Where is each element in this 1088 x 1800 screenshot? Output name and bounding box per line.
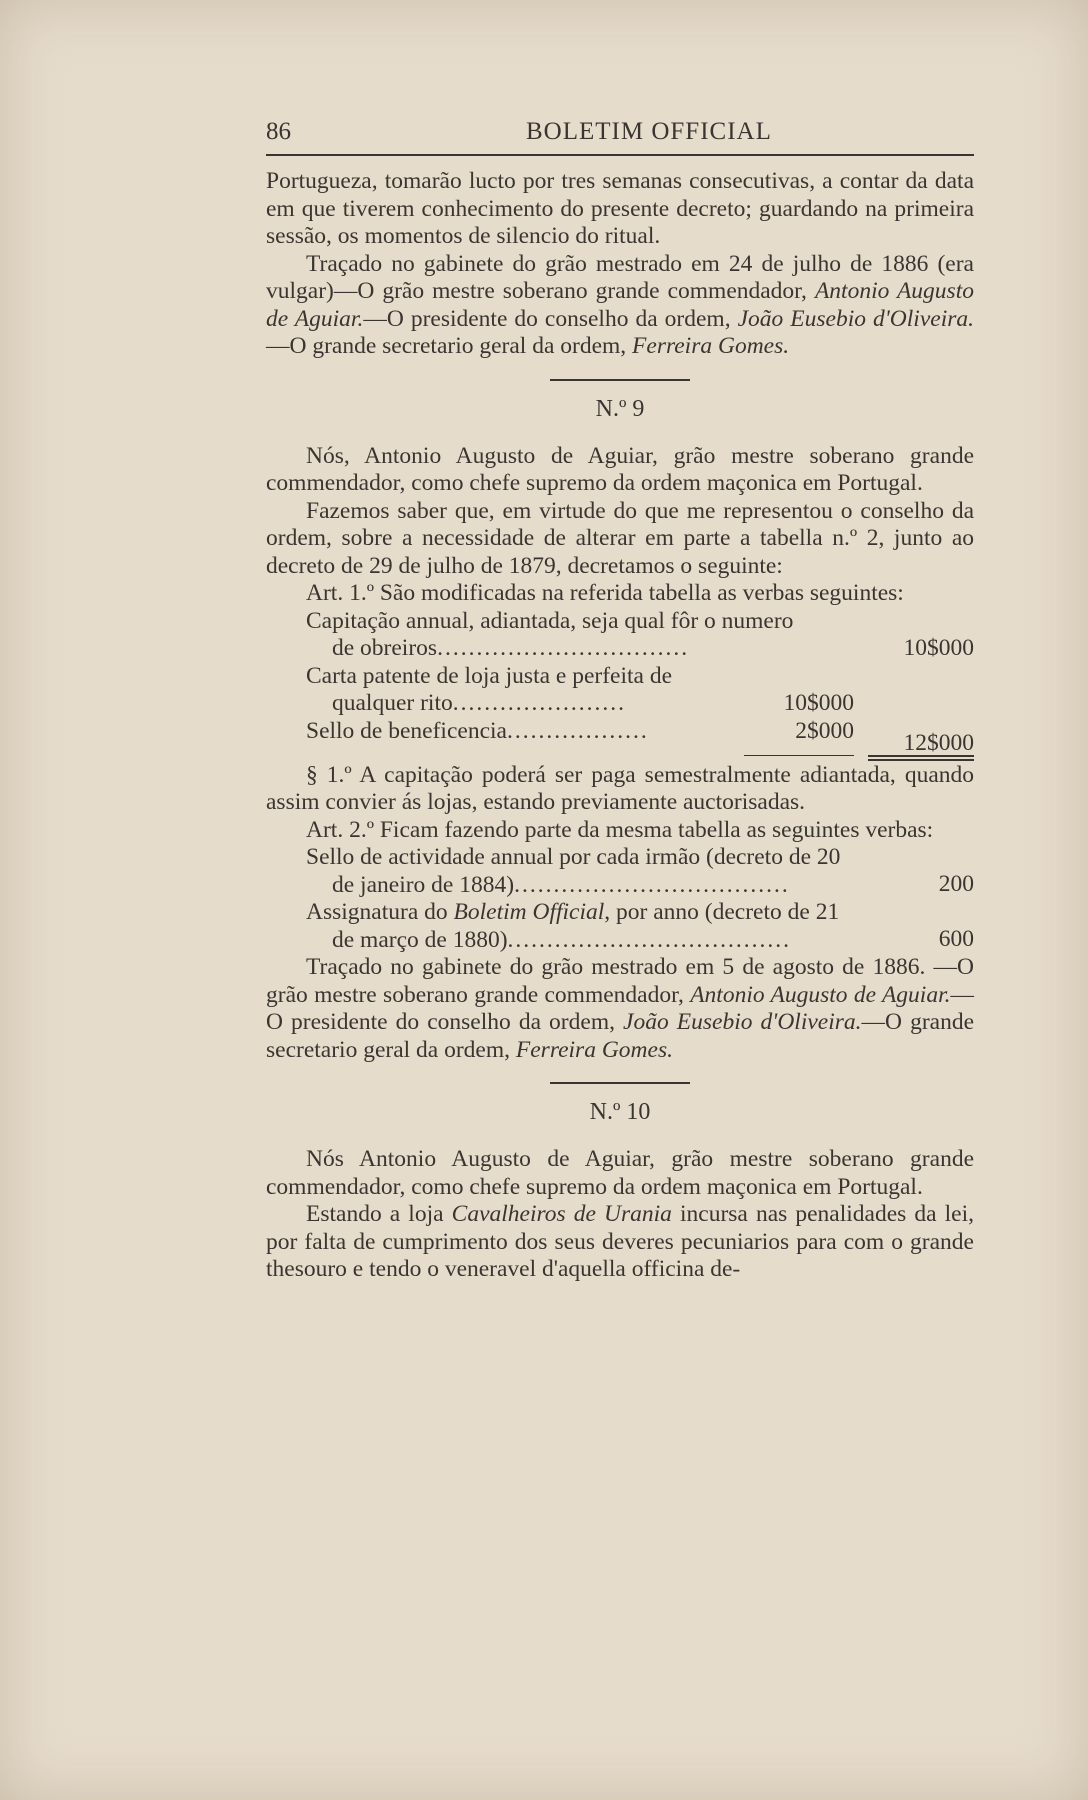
- body-text: [266, 168, 974, 1284]
- paragraph: [266, 1201, 974, 1284]
- text-run: Traçado no gabinete do grão mestrado em 5 de agosto de 1886. —O grão mestre soberano grande commendador,: [266, 954, 974, 1008]
- leader-dots: ...................................: [514, 871, 790, 898]
- publication-title: Boletim Official: [453, 899, 605, 925]
- fee-label: Assignatura do: [306, 899, 454, 925]
- fee-item: [266, 663, 974, 718]
- fee-item: [266, 608, 974, 663]
- text-run: incursa nas penalidades da lei, por falta de cumprimento dos seus deveres pecuniarios para com o grande thesouro e tendo o veneravel d'aquella officina de-: [266, 1201, 974, 1282]
- fee-amount: 10$000: [903, 634, 974, 661]
- paragraph: § 1.º A capitação poderá ser paga semestralmente adiantada, quando assim convier ás lojas, estando previamente auctorisadas.: [266, 761, 974, 815]
- fee-label: qualquer rito: [332, 690, 453, 716]
- lodge-name: Cavalheiros de Urania: [451, 1201, 672, 1227]
- fee-label: de janeiro de 1884): [332, 871, 515, 898]
- text-run: —O presidente do conselho da ordem,: [266, 981, 975, 1035]
- fee-label: , por anno (decreto de 21: [604, 899, 840, 925]
- fee-item: [266, 899, 974, 954]
- signatory-name: Ferreira Gomes.: [515, 1036, 673, 1063]
- fee-label: de março de 1880): [332, 926, 508, 953]
- signatory-name: Ferreira Gomes.: [632, 333, 790, 359]
- text-run: —O presidente do conselho da ordem,: [363, 305, 738, 332]
- sum-rule: [744, 755, 854, 756]
- fee-label: Sello de beneficencia: [306, 717, 507, 744]
- leader-dots: ................................: [437, 635, 690, 661]
- fee-amount: 200: [938, 871, 974, 897]
- total-rule: [868, 755, 974, 761]
- paragraph: Portugueza, tomarão lucto por tres semanas consecutivas, a contar da data em que tiverem conhecimento do presente decreto; guardando na primeira sessão, os momentos de silencio do ritual.: [266, 168, 974, 249]
- decree-number: N.º 9: [595, 395, 645, 422]
- text-run: Traçado no gabinete do grão mestrado em 24 de julho de 1886 (era vulgar)—O grão mestre soberano grande commendador,: [266, 250, 974, 304]
- fee-amount: 10$000: [783, 689, 854, 716]
- signatory-name: João Eusebio d'Oliveira.: [623, 1009, 862, 1035]
- text-run: —O grande secretario geral da ordem,: [266, 1009, 974, 1063]
- leader-dots: ....................................: [507, 926, 792, 953]
- signatory-name: Antonio Augusto de Aguiar.: [690, 981, 951, 1008]
- paragraph: Nós Antonio Augusto de Aguiar, grão mestre soberano grande commendador, como chefe supremo da ordem maçonica em Portugal.: [266, 1146, 974, 1200]
- page-number: 86: [266, 118, 291, 145]
- article: Art. 1.º São modificadas na referida tabella as verbas seguintes:: [306, 580, 904, 606]
- fee-label: de obreiros: [332, 635, 438, 661]
- fee-label: Sello de actividade annual por cada irmão (decreto de 20: [306, 844, 841, 870]
- text-run: Estando a loja: [306, 1201, 452, 1227]
- leader-dots: ..................: [506, 717, 649, 744]
- fee-amount: 2$000: [795, 717, 854, 744]
- leader-dots: ......................: [452, 690, 626, 716]
- signature-paragraph: [266, 251, 974, 361]
- fee-item: [266, 718, 974, 754]
- paragraph: Nós, Antonio Augusto de Aguiar, grão mestre soberano grande commendador, como chefe supremo da ordem maçonica em Portugal.: [266, 442, 974, 496]
- page-header: [266, 118, 974, 156]
- section-divider: [550, 379, 690, 381]
- text-run: —O grande secretario geral da ordem,: [266, 333, 633, 359]
- fee-label: Carta patente de loja justa e perfeita de: [306, 662, 673, 689]
- paragraph: Fazemos saber que, em virtude do que me representou o conselho da ordem, sobre a necessidade de alterar em parte a tabella n.º 2, junto ao decreto de 29 de julho de 1879, decretamos o seguinte:: [266, 497, 974, 579]
- section-divider: [550, 1082, 690, 1084]
- signatory-name: João Eusebio d'Oliveira.: [737, 305, 974, 332]
- signatory-name: Antonio Augusto de Aguiar.: [266, 278, 974, 332]
- decree-number: N.º 10: [589, 1099, 651, 1125]
- running-head: BOLETIM OFFICIAL: [526, 118, 772, 145]
- fee-label: Capitação annual, adiantada, seja qual fôr o numero: [306, 607, 794, 634]
- fee-amount: 600: [938, 926, 974, 952]
- fee-item: [266, 844, 974, 899]
- fee-total: 12$000: [903, 729, 974, 756]
- article: Art. 2.º Ficam fazendo parte da mesma tabella as seguintes verbas:: [306, 816, 934, 843]
- signature-paragraph: [266, 954, 974, 1064]
